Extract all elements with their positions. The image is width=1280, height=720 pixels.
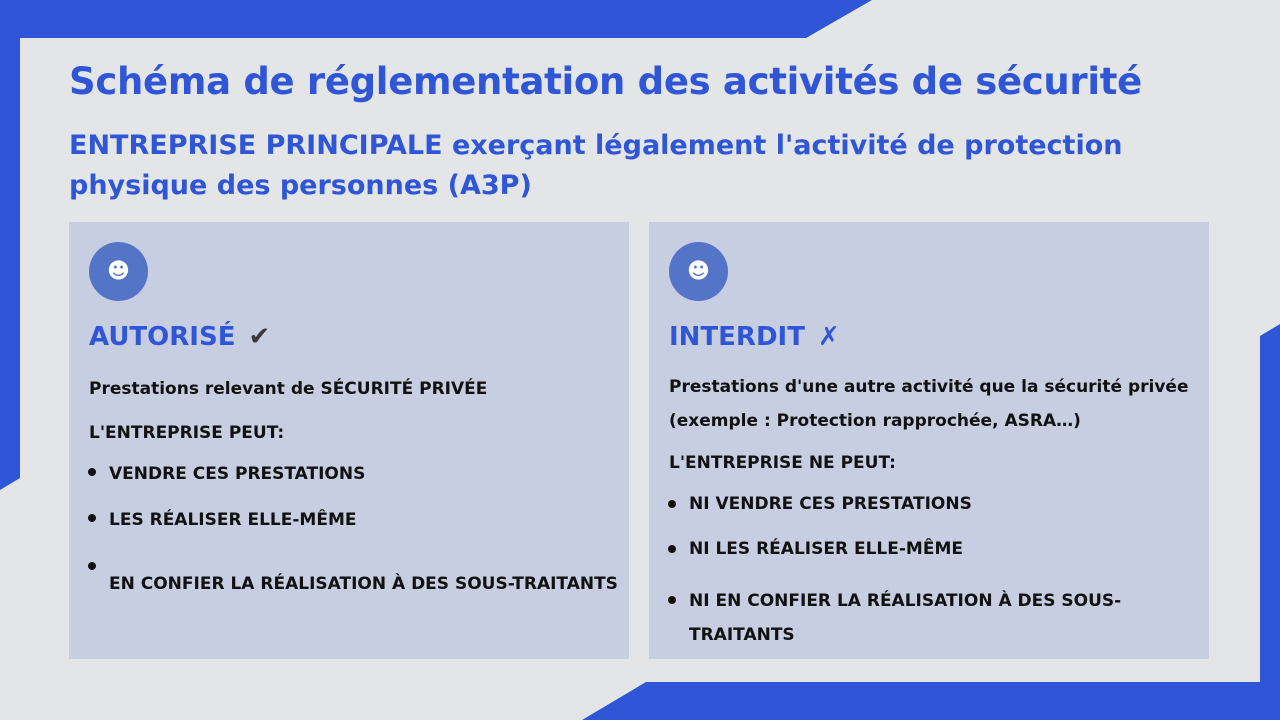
- bullet-icon: [668, 545, 676, 553]
- authorized-list-intro: L'ENTREPRISE PEUT:: [89, 423, 285, 443]
- list-item-label: VENDRE CES PRESTATIONS: [109, 464, 366, 484]
- authorized-description: Prestations relevant de SÉCURITÉ PRIVÉE: [89, 379, 488, 399]
- list-item-label: EN CONFIER LA RÉALISATION À DES SOUS-TRAITANTS: [109, 574, 618, 594]
- list-item: [89, 510, 357, 530]
- list-item-label: NI LES RÉALISER ELLE-MÊME: [689, 539, 963, 559]
- forbidden-list-intro: L'ENTREPRISE NE PEUT:: [669, 453, 896, 473]
- authorized-card: [69, 222, 629, 659]
- list-item-label: NI EN CONFIER LA RÉALISATION À DES SOUS-TRAITANTS: [689, 591, 1122, 645]
- bullet-icon: [668, 500, 676, 508]
- bullet-icon: [668, 596, 676, 604]
- list-item: [89, 464, 365, 484]
- smiley-icon: [89, 242, 148, 301]
- list-item: [669, 584, 1129, 652]
- bullet-icon: [88, 562, 96, 570]
- list-item: [669, 494, 972, 514]
- smiley-glyph: ☻: [107, 258, 130, 284]
- list-item: [669, 539, 963, 559]
- bullet-icon: [88, 514, 96, 522]
- forbidden-card: [649, 222, 1209, 659]
- bullet-icon: [88, 468, 96, 476]
- check-icon: ✔: [248, 322, 271, 352]
- cross-icon: ✗: [818, 322, 840, 352]
- forbidden-heading: [669, 322, 840, 352]
- list-item-label: LES RÉALISER ELLE-MÊME: [109, 510, 357, 530]
- forbidden-heading-label: INTERDIT: [669, 322, 805, 352]
- page-title: Schéma de réglementation des activités de sécurité: [69, 60, 1142, 103]
- authorized-heading: [89, 322, 270, 352]
- smiley-icon: [669, 242, 728, 301]
- list-item-label: NI VENDRE CES PRESTATIONS: [689, 494, 972, 514]
- authorized-heading-label: AUTORISÉ: [89, 322, 236, 352]
- forbidden-description: Prestations d'une autre activité que la sécurité privée (exemple : Protection rapprochée, ASRA…): [669, 377, 1189, 431]
- page-subtitle: ENTREPRISE PRINCIPALE exerçant légalement l'activité de protection physique des personnes (A3P): [69, 130, 1123, 201]
- list-item: [89, 558, 629, 594]
- smiley-glyph: ☻: [687, 258, 710, 284]
